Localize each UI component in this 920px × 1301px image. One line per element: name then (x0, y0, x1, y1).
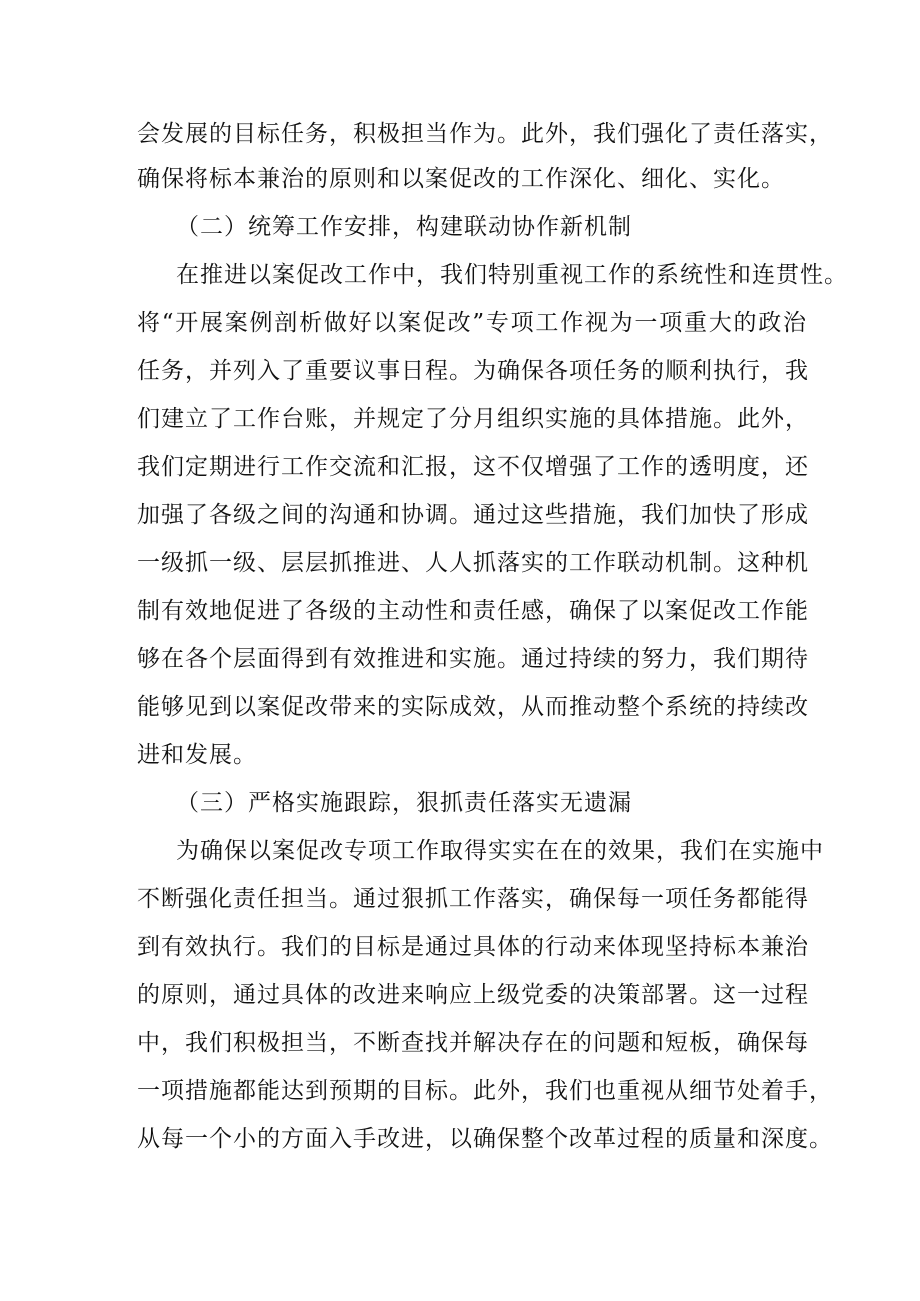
section-heading: （三）严格实施跟踪，狠抓责任落实无遗漏 (176, 790, 632, 816)
paragraph-line: 为确保以案促改专项工作取得实实在在的效果，我们在实施中 (176, 838, 824, 864)
paragraph-line: 们建立了工作台账，并规定了分月组织实施的具体措施。此外， (137, 406, 809, 432)
paragraph-line: 中，我们积极担当，不断查找并解决存在的问题和短板，确保每 (137, 1030, 809, 1056)
paragraph-line: 在推进以案促改工作中，我们特别重视工作的系统性和连贯性。 (176, 262, 848, 288)
paragraph-line: 我们定期进行工作交流和汇报，这不仅增强了工作的透明度，还 (137, 454, 809, 480)
paragraph-line: 一项措施都能达到预期的目标。此外，我们也重视从细节处着手， (137, 1078, 833, 1104)
paragraph-line: 到有效执行。我们的目标是通过具体的行动来体现坚持标本兼治 (137, 934, 809, 960)
paragraph-line: 够在各个层面得到有效推进和实施。通过持续的努力，我们期待 (137, 646, 809, 672)
paragraph-line: 加强了各级之间的沟通和协调。通过这些措施，我们加快了形成 (137, 502, 809, 528)
paragraph-line: 进和发展。 (137, 742, 257, 768)
paragraph-line: 不断强化责任担当。通过狠抓工作落实，确保每一项任务都能得 (137, 886, 809, 912)
section-heading: （二）统筹工作安排，构建联动协作新机制 (176, 214, 632, 240)
paragraph-line: 从每一个小的方面入手改进，以确保整个改革过程的质量和深度。 (137, 1126, 833, 1152)
paragraph-line: 会发展的目标任务，积极担当作为。此外，我们强化了责任落实， (137, 121, 833, 147)
paragraph-line: 一级抓一级、层层抓推进、人人抓落实的工作联动机制。这种机 (137, 550, 809, 576)
paragraph-line: 能够见到以案促改带来的实际成效，从而推动整个系统的持续改 (137, 694, 809, 720)
paragraph-line: 将“开展案例剖析做好以案促改”专项工作视为一项重大的政治 (137, 310, 807, 336)
paragraph-line: 确保将标本兼治的原则和以案促改的工作深化、细化、实化。 (137, 166, 785, 192)
paragraph-line: 制有效地促进了各级的主动性和责任感，确保了以案促改工作能 (137, 598, 809, 624)
paragraph-line: 的原则，通过具体的改进来响应上级党委的决策部署。这一过程 (137, 982, 809, 1008)
paragraph-line: 任务，并列入了重要议事日程。为确保各项任务的顺利执行，我 (137, 358, 809, 384)
